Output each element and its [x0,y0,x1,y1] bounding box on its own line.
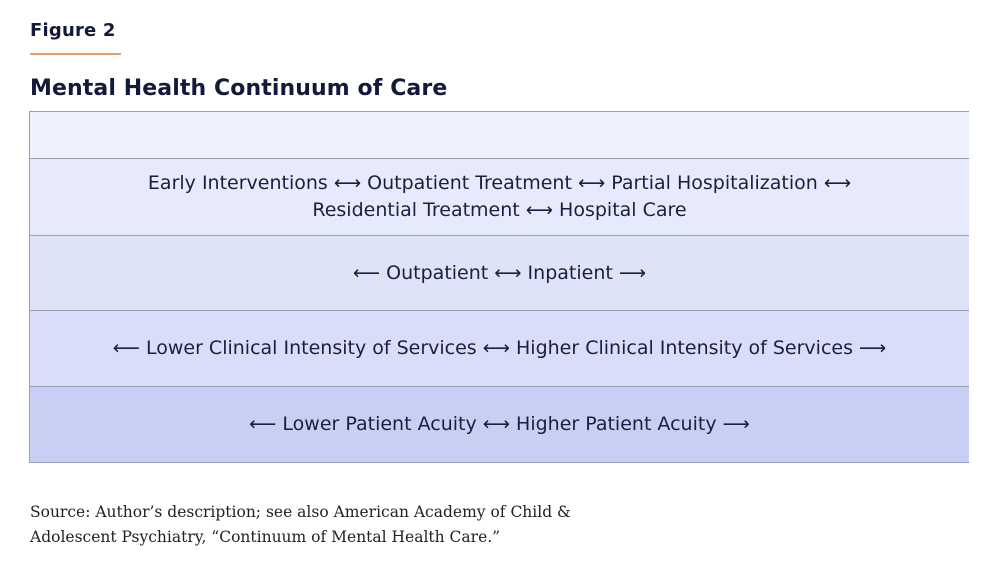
figure-title: Mental Health Continuum of Care [30,76,448,101]
clinical-intensity-text: ⟵ Lower Clinical Intensity of Services ⟷ Higher Clinical Intensity of Services ⟶ [112,337,887,359]
source-line-1: Source: Author’s description; see also American Academy of Child & [30,503,571,521]
figure-label: Figure 2 [30,20,116,41]
source-line-2: Adolescent Psychiatry, “Continuum of Mental Health Care.” [30,528,501,546]
patient-acuity-text: ⟵ Lower Patient Acuity ⟷ Higher Patient Acuity ⟶ [249,413,750,435]
continuum-table [29,111,969,463]
continuum-row-patient-acuity [30,387,969,463]
continuum-row-care-settings [30,159,969,236]
continuum-row-text [148,170,851,224]
figure-label-underline [30,53,121,55]
outpatient-inpatient-text: ⟵ Outpatient ⟷ Inpatient ⟶ [352,261,647,284]
care-settings-line-2: Residential Treatment ⟷ Hospital Care [312,199,687,221]
continuum-row-clinical-intensity [30,311,969,387]
source-note [30,500,571,550]
continuum-row-header [30,112,969,159]
care-settings-line-1: Early Interventions ⟷ Outpatient Treatment ⟷ Partial Hospitalization ⟷ [147,172,852,194]
continuum-row-outpatient-inpatient [30,236,969,311]
